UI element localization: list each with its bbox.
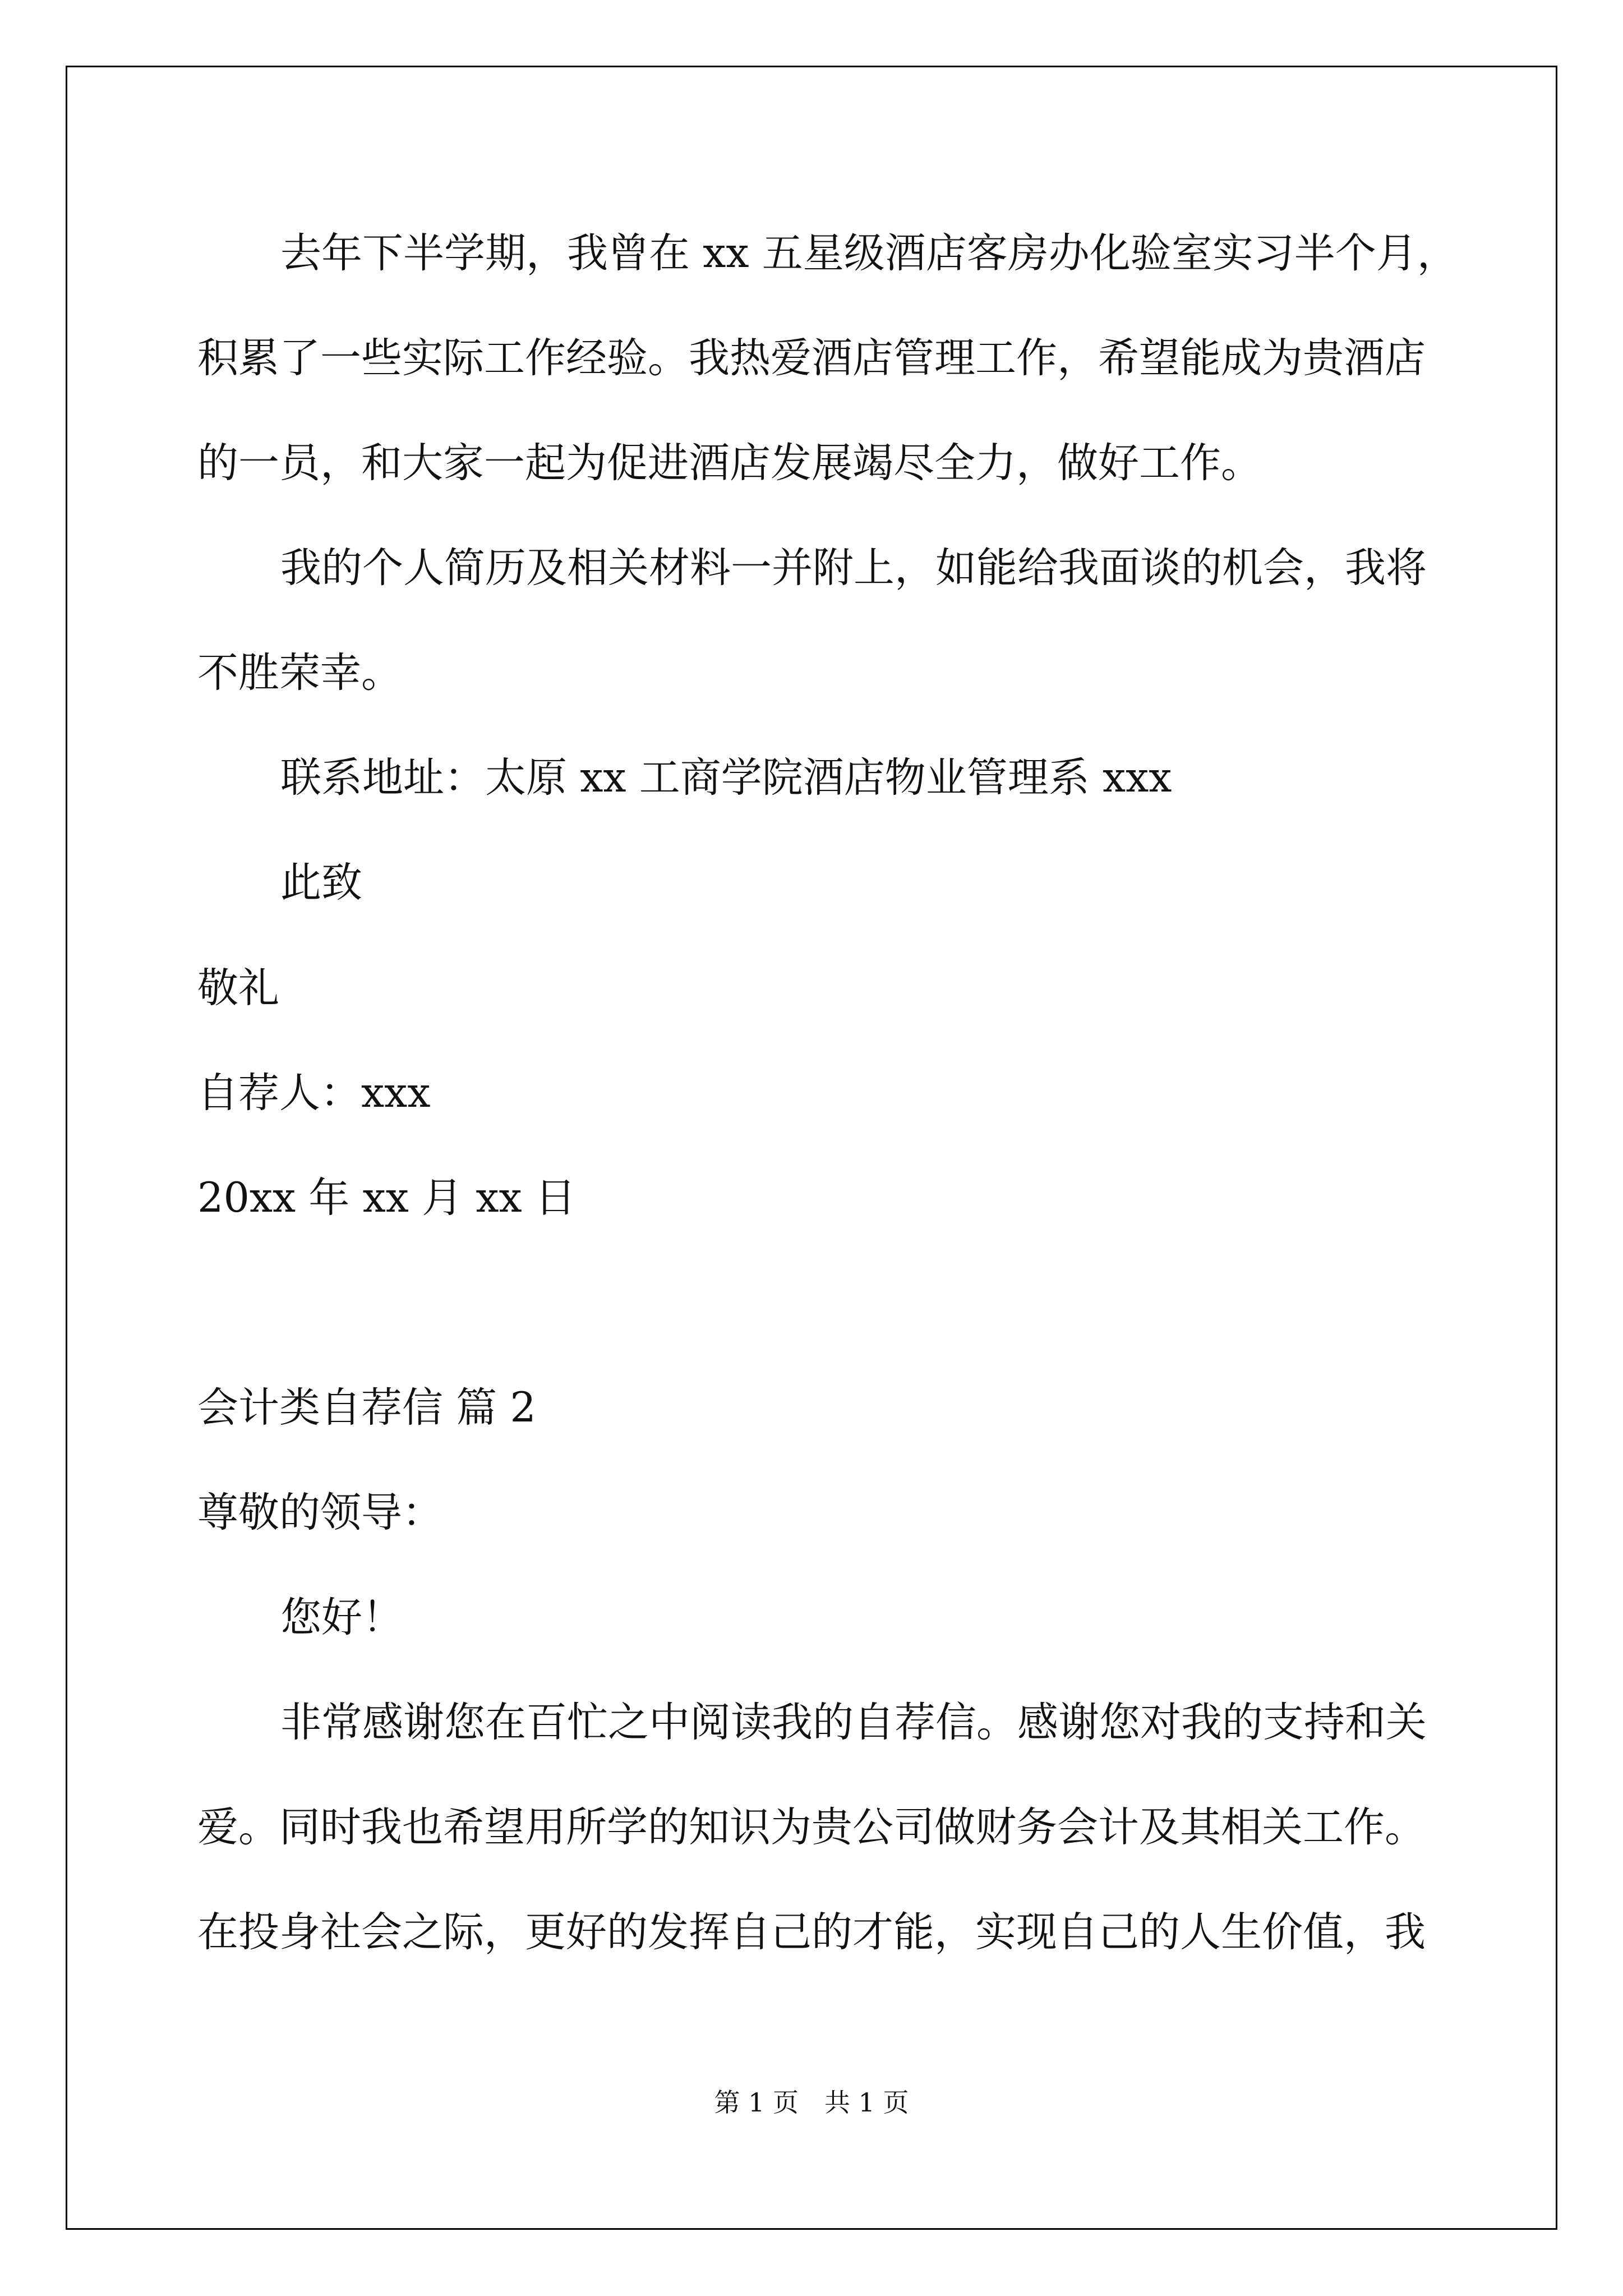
paragraph-line: 爱。同时我也希望用所学的知识为贵公司做财务会计及其相关工作。	[197, 1803, 1426, 1851]
paragraph-line: 在投身社会之际，更好的发挥自己的才能，实现自己的人生价值，我	[197, 1908, 1426, 1956]
closing-phrase: 此致	[280, 859, 362, 907]
paragraph-line: 去年下半学期，我曾在 xx 五星级酒店客房办化验室实习半个月，	[280, 229, 1458, 277]
contact-address: 联系地址：太原 xx 工商学院酒店物业管理系 xxx	[280, 754, 1172, 802]
signer: 自荐人：xxx	[197, 1069, 431, 1117]
paragraph-line: 不胜荣幸。	[197, 649, 402, 697]
closing-salutation: 敬礼	[197, 964, 279, 1012]
section-heading: 会计类自荐信 篇 2	[197, 1384, 536, 1432]
paragraph-line: 非常感谢您在百忙之中阅读我的自荐信。感谢您对我的支持和关	[280, 1699, 1427, 1746]
paragraph-line: 我的个人简历及相关材料一并附上，如能给我面谈的机会，我将	[280, 544, 1427, 592]
paragraph-line: 积累了一些实际工作经验。我热爱酒店管理工作，希望能成为贵酒店	[197, 334, 1426, 382]
page-footer: 第 1 页 共 1 页	[714, 2087, 909, 2118]
hello: 您好！	[280, 1594, 403, 1641]
letter-date: 20xx 年 xx 月 xx 日	[197, 1174, 576, 1222]
greeting: 尊敬的领导：	[197, 1489, 443, 1536]
paragraph-line: 的一员，和大家一起为促进酒店发展竭尽全力，做好工作。	[197, 439, 1262, 487]
